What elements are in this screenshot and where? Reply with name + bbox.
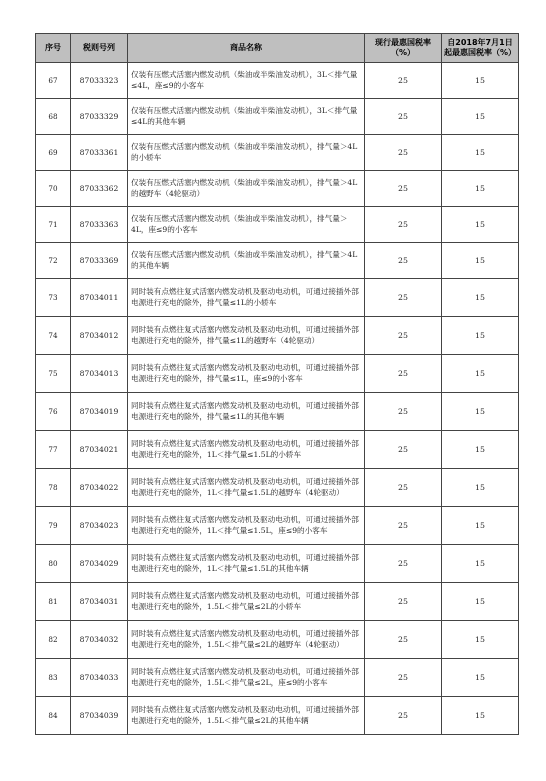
- cell-name: 同时装有点燃往复式活塞内燃发动机及驱动电动机，可通过接插外部电源进行充电的除外，1.5L＜排气量≤2L的越野车（4轮驱动）: [128, 621, 365, 659]
- cell-rate-new: 15: [442, 393, 519, 431]
- tariff-table: [35, 33, 519, 735]
- cell-rate-new: 15: [442, 135, 519, 171]
- table-row: [36, 507, 519, 545]
- cell-seq: 82: [36, 621, 71, 659]
- cell-code: 87034029: [71, 545, 128, 583]
- cell-rate-current: 25: [365, 545, 442, 583]
- cell-code: 87033362: [71, 171, 128, 207]
- cell-rate-current: 25: [365, 135, 442, 171]
- cell-seq: 67: [36, 63, 71, 99]
- cell-name: 同时装有点燃往复式活塞内燃发动机及驱动电动机，可通过接插外部电源进行充电的除外，1.5L＜排气量≤2L的小轿车: [128, 583, 365, 621]
- cell-rate-new: 15: [442, 431, 519, 469]
- table-row: [36, 99, 519, 135]
- cell-rate-current: 25: [365, 355, 442, 393]
- cell-name: 同时装有点燃往复式活塞内燃发动机及驱动电动机，可通过接插外部电源进行充电的除外，1L＜排气量≤1.5L的小轿车: [128, 431, 365, 469]
- cell-code: 87034023: [71, 507, 128, 545]
- cell-code: 87034012: [71, 317, 128, 355]
- table-row: [36, 393, 519, 431]
- header-code: 税则号列: [71, 34, 128, 63]
- cell-rate-current: 25: [365, 393, 442, 431]
- cell-rate-new: 15: [442, 279, 519, 317]
- cell-code: 87033369: [71, 243, 128, 279]
- table-row: [36, 317, 519, 355]
- cell-rate-new: 15: [442, 207, 519, 243]
- table-row: [36, 355, 519, 393]
- cell-code: 87033361: [71, 135, 128, 171]
- cell-rate-current: 25: [365, 469, 442, 507]
- cell-name: 同时装有点燃往复式活塞内燃发动机及驱动电动机，可通过接插外部电源进行充电的除外，排气量≤1L的越野车（4轮驱动）: [128, 317, 365, 355]
- table-row: [36, 621, 519, 659]
- cell-code: 87034021: [71, 431, 128, 469]
- cell-code: 87033323: [71, 63, 128, 99]
- cell-name: 同时装有点燃往复式活塞内燃发动机及驱动电动机，可通过接插外部电源进行充电的除外，1.5L＜排气量≤2L的其他车辆: [128, 697, 365, 735]
- cell-rate-current: 25: [365, 243, 442, 279]
- cell-rate-new: 15: [442, 583, 519, 621]
- cell-seq: 79: [36, 507, 71, 545]
- table-row: [36, 469, 519, 507]
- cell-name: 仅装有压燃式活塞内燃发动机（柴油或半柴油发动机），3L＜排气量≤4L，座≤9的小客车: [128, 63, 365, 99]
- cell-name: 仅装有压燃式活塞内燃发动机（柴油或半柴油发动机），排气量＞4L的其他车辆: [128, 243, 365, 279]
- cell-rate-current: 25: [365, 697, 442, 735]
- cell-rate-new: 15: [442, 355, 519, 393]
- cell-rate-current: 25: [365, 171, 442, 207]
- cell-seq: 77: [36, 431, 71, 469]
- cell-name: 仅装有压燃式活塞内燃发动机（柴油或半柴油发动机），3L＜排气量≤4L的其他车辆: [128, 99, 365, 135]
- cell-seq: 73: [36, 279, 71, 317]
- cell-name: 同时装有点燃往复式活塞内燃发动机及驱动电动机，可通过接插外部电源进行充电的除外，排气量≤1L的小轿车: [128, 279, 365, 317]
- cell-rate-new: 15: [442, 697, 519, 735]
- header-seq: 序号: [36, 34, 71, 63]
- cell-seq: 68: [36, 99, 71, 135]
- table-row: [36, 135, 519, 171]
- cell-rate-current: 25: [365, 583, 442, 621]
- cell-rate-new: 15: [442, 545, 519, 583]
- cell-name: 仅装有压燃式活塞内燃发动机（柴油或半柴油发动机），排气量＞4L的越野车（4轮驱动）: [128, 171, 365, 207]
- cell-rate-new: 15: [442, 99, 519, 135]
- cell-code: 87034011: [71, 279, 128, 317]
- cell-rate-current: 25: [365, 317, 442, 355]
- cell-rate-current: 25: [365, 207, 442, 243]
- cell-seq: 78: [36, 469, 71, 507]
- cell-rate-current: 25: [365, 659, 442, 697]
- cell-code: 87033329: [71, 99, 128, 135]
- cell-seq: 69: [36, 135, 71, 171]
- cell-rate-current: 25: [365, 279, 442, 317]
- cell-name: 同时装有点燃往复式活塞内燃发动机及驱动电动机，可通过接插外部电源进行充电的除外，1.5L＜排气量≤2L，座≤9的小客车: [128, 659, 365, 697]
- cell-code: 87034033: [71, 659, 128, 697]
- cell-code: 87034022: [71, 469, 128, 507]
- table-header-row: [36, 34, 519, 63]
- cell-rate-current: 25: [365, 507, 442, 545]
- table-row: [36, 243, 519, 279]
- table-row: [36, 63, 519, 99]
- cell-rate-new: 15: [442, 507, 519, 545]
- table-row: [36, 545, 519, 583]
- cell-name: 同时装有点燃往复式活塞内燃发动机及驱动电动机，可通过接插外部电源进行充电的除外，1L＜排气量≤1.5L，座≤9的小客车: [128, 507, 365, 545]
- cell-code: 87034032: [71, 621, 128, 659]
- cell-rate-current: 25: [365, 621, 442, 659]
- cell-seq: 71: [36, 207, 71, 243]
- cell-rate-new: 15: [442, 171, 519, 207]
- cell-seq: 80: [36, 545, 71, 583]
- cell-seq: 70: [36, 171, 71, 207]
- cell-name: 同时装有点燃往复式活塞内燃发动机及驱动电动机，可通过接插外部电源进行充电的除外，1L＜排气量≤1.5L的其他车辆: [128, 545, 365, 583]
- table-row: [36, 279, 519, 317]
- cell-rate-new: 15: [442, 469, 519, 507]
- table-row: [36, 207, 519, 243]
- cell-name: 同时装有点燃往复式活塞内燃发动机及驱动电动机，可通过接插外部电源进行充电的除外，排气量≤1L，座≤9的小客车: [128, 355, 365, 393]
- cell-rate-new: 15: [442, 63, 519, 99]
- header-rate-new: 自2018年7月1日起最惠国税率（%）: [442, 34, 519, 63]
- header-name: 商品名称: [128, 34, 365, 63]
- cell-name: 同时装有点燃往复式活塞内燃发动机及驱动电动机，可通过接插外部电源进行充电的除外，排气量≤1L的其他车辆: [128, 393, 365, 431]
- table-row: [36, 583, 519, 621]
- cell-rate-new: 15: [442, 317, 519, 355]
- table-row: [36, 171, 519, 207]
- header-rate-current: 现行最惠国税率（%）: [365, 34, 442, 63]
- cell-name: 仅装有压燃式活塞内燃发动机（柴油或半柴油发动机），排气量＞4L的小轿车: [128, 135, 365, 171]
- table-row: [36, 697, 519, 735]
- cell-seq: 81: [36, 583, 71, 621]
- cell-seq: 72: [36, 243, 71, 279]
- cell-seq: 76: [36, 393, 71, 431]
- cell-seq: 83: [36, 659, 71, 697]
- cell-name: 仅装有压燃式活塞内燃发动机（柴油或半柴油发动机），排气量＞4L，座≤9的小客车: [128, 207, 365, 243]
- cell-code: 87033363: [71, 207, 128, 243]
- cell-rate-current: 25: [365, 63, 442, 99]
- cell-rate-new: 15: [442, 659, 519, 697]
- cell-code: 87034039: [71, 697, 128, 735]
- cell-code: 87034019: [71, 393, 128, 431]
- cell-code: 87034013: [71, 355, 128, 393]
- cell-seq: 84: [36, 697, 71, 735]
- table-row: [36, 431, 519, 469]
- cell-seq: 75: [36, 355, 71, 393]
- cell-rate-new: 15: [442, 243, 519, 279]
- cell-rate-current: 25: [365, 99, 442, 135]
- table-row: [36, 659, 519, 697]
- cell-seq: 74: [36, 317, 71, 355]
- cell-name: 同时装有点燃往复式活塞内燃发动机及驱动电动机，可通过接插外部电源进行充电的除外，1L＜排气量≤1.5L的越野车（4轮驱动）: [128, 469, 365, 507]
- cell-rate-current: 25: [365, 431, 442, 469]
- cell-rate-new: 15: [442, 621, 519, 659]
- cell-code: 87034031: [71, 583, 128, 621]
